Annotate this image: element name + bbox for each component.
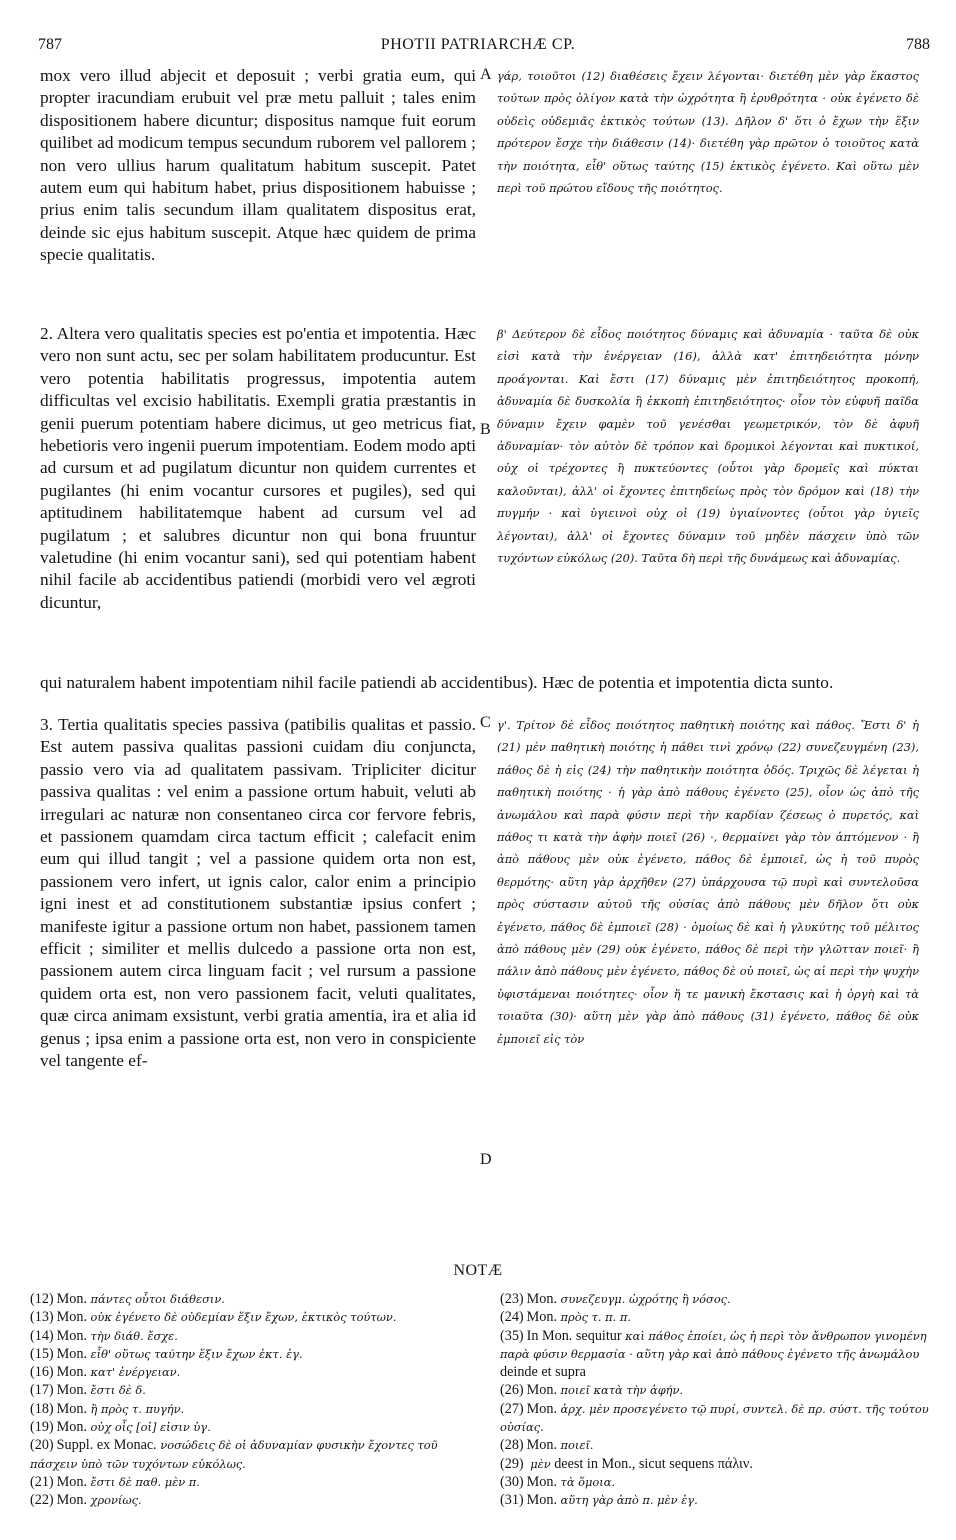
- footnote: (27) Mon. ἀρχ. μὲν προσεγένετο τῷ πυρί, συντελ. δὲ πρ. σύστ. τῆς τούτου οὐσίας.: [500, 1400, 929, 1435]
- greek-paragraph-2: β' Δεύτερον δὲ εἶδος ποιότητος δύναμις καὶ ἀδυναμία · ταῦτα δὲ οὐκ εἰσὶ κατὰ τὴν ἐνέργειαν (16), ἀλλὰ κατ' ἐπιτηδειότητα μόνην προάγονται. Καὶ ἔστι (17) δύναμις μὲν ἐπιτηδειότητος προκοπή, ἀδυναμία δὲ δυσκολία ἢ ἐκκοπὴ ἐπιτηδειότητος· οἷον τὸν εὐφυῆ παῖδα δύναμιν ἔχειν φαμὲν τοῦ γενέσθαι γεωμετρικόν, τὸν δὲ ἀφυῆ ἀδυναμίαν· τὸν αὐτὸν δὲ τρόπον καὶ δρομικοὶ λέγονται καὶ πυκτικοί, οὐχ οἱ τρέχοντες ἢ πυκτεύοντες (οὗτοι γὰρ δρομεῖς καὶ πύκται καλοῦνται), ἀλλ' οἱ ἔχοντες ἐπιτηδείως πρὸς τὸν δρόμον καὶ (18) τὴν πυγμήν · καὶ ὑγιεινοὶ οὐχ οἱ (19) ὑγιαίνοντες (οὗτοι γὰρ ὑγιεῖς λέγονται), ἀλλ' οἱ ἔχοντες δύναμιν τοῦ μηδὲν πάσχειν ὑπὸ τῶν τυχόντων εὐκόλως (20). Ταῦτα δὴ περὶ τῆς δυνάμεως καὶ ἀδυναμίας.: [497, 327, 919, 566]
- footnote: (12) Mon. πάντες οὗτοι διάθεσιν.: [30, 1291, 225, 1307]
- footnote: (13) Mon. οὐκ ἐγένετο δὲ οὐδεμίαν ἕξιν ἔχων, ἑκτικὸς τούτων.: [30, 1309, 397, 1326]
- margin-marker-d: D: [480, 1151, 492, 1168]
- latin-paragraph-2: 2. Altera vero qualitatis species est po'entia et impotentia. Hæc vero non sunt actu, sec per solam habilitatem producuntur. Est vero potentia habilitatis progressus, impotentia autem difficultas vel excisio habilitatis. Exempli gratia præstantis in genii puerum potentiam habere dicimus, ut geo metricus fiat, hebetioris vero ingenii puerum impotentiam. Eodem modo apti ad cursum et ad pugilatum dicuntur non quidem currentes et pugilantes (hi enim vocantur cursores et pugiles), sed qui aptitudinem habilitatemque habent ad cursum vel ad pugilatum ; et salubres dicuntur non qui bona fruuntur valetudine (hi enim vocantur sani), sed qui potentiam habent nihil facile ab accidentibus patiendi (morbidi vero vel ægroti dicuntur,: [40, 324, 476, 612]
- footnote: (28) Mon. ποιεῖ.: [500, 1437, 594, 1454]
- greek-paragraph-3: γ'. Τρίτον δὲ εἶδος ποιότητος παθητικὴ ποιότης καὶ πάθος. Ἔστι δ' ἡ (21) μὲν παθητικὴ ποιότης ἡ πάθει τινὶ χρόνῳ (22) συνεζευγμένη (23), πάθος δὲ ἡ εἰς (24) τὴν παθητικὴν ποιότητα ὁδός. Τριχῶς δὲ λέγεται ἡ παθητικὴ ποιότης · ἡ γὰρ ἀπὸ πάθους ἐγένετο (25), οἷον ὡς ἀπὸ τῆς ἀνωμάλου καὶ παρὰ φύσιν περὶ τὴν καρδίαν ζέσεως ὁ πυρετός, καὶ πάθος τι κατὰ τὴν ἀφὴν ποιεῖ (26) ·, θερμαίνει γὰρ τὸν ἁπτόμενον · ἢ ἀπὸ πάθους μὲν οὐκ ἐγένετο, πάθος δὲ ἐμποιεῖ, ὡς ἡ τοῦ πυρὸς θερμότης· αὕτη γὰρ ἀρχῆθεν (27) ὑπάρχουσα τῷ πυρὶ καὶ συντελοῦσα πρὸς σύστασιν αὐτοῦ τῆς οὐσίας ἀπὸ πάθους μὲν δῆλον ὅτι οὐκ ἐγένετο, πάθος δὲ ἐμποιεῖ (28) · ὁμοίως δὲ καὶ ἡ γλυκύτης τοῦ μέλιτος ἀπὸ πάθους μὲν (29) οὐκ ἐγένετο, πάθος δὲ περὶ τὴν γλῶτταν ποιεῖ· ἢ πάλιν ἀπὸ πάθους μὲν ἐγένετο, πάθος δὲ οὐ ποιεῖ, ὡς αἱ περὶ τὴν ψυχὴν ὑφιστάμεναι ποιότητες· οἷον ἥ τε μανικὴ ἔκστασις καὶ ἡ ὀργὴ καὶ τὰ τοιαῦτα (30)· αὕτη μὲν γὰρ ἀπὸ πάθους (31) ἐγένετο, πάθος δὲ οὐκ ἐμποιεῖ εἰς τὸν: [497, 718, 919, 1046]
- footnote: (20) Suppl. ex Monac. νοσώδεις δὲ οἱ ἀδυναμίαν φυσικὴν ἔχοντες τοῦ πάσχειν ὑπὸ τῶν τυχόντων εὐκόλως.: [30, 1437, 438, 1471]
- latin-paragraph-2-tail: qui naturalem habent impotentiam nihil facile patiendi ab accidentibus). Hæc de potentia et impotentia dicta sunto.: [40, 673, 834, 692]
- notes-column-right: [500, 1290, 930, 1510]
- margin-marker-c: C: [480, 714, 491, 731]
- latin-section-1: [40, 65, 476, 267]
- footnote: (22) Mon. χρονίως.: [30, 1492, 142, 1509]
- footnote: (18) Mon. ἢ πρὸς τ. πυγήν.: [30, 1400, 185, 1417]
- notes-column-left: [30, 1290, 475, 1510]
- footnote: (17) Mon. ἔστι δὲ δ.: [30, 1382, 146, 1399]
- footnote: (23) Mon. συνεζευγμ. ὠχρότης ἢ νόσος.: [500, 1291, 731, 1307]
- footnote: (30) Mon. τὰ ὅμοια.: [500, 1473, 616, 1490]
- latin-paragraph-1: mox vero illud abjecit et deposuit ; verbi gratia eum, qui propter iracundiam erubuit vel præ metu palluit ; tales enim dispositionem habere dicuntur; dispositus namque fuit eorum quilibet ad modicum tempus secundum ruborem vel pallorem ; non vero ullius harum qualitatum habitum suscepit. Patet autem eum qui habitum habet, prius dispositionem habuisse ; prius enim talis secundum illam qualitatem dispositus erat, deinde sic ejus habitum suscepit. Atque hæc quidem de prima specie qualitatis.: [40, 66, 476, 265]
- footnote: (21) Mon. ἔστι δὲ παθ. μὲν π.: [30, 1473, 200, 1490]
- footnote: (16) Mon. κατ' ἐνέργειαν.: [30, 1364, 181, 1381]
- latin-section-2-continuation: [40, 672, 920, 694]
- footnote: (19) Mon. οὐχ οἷς [οἱ] εἰσιν ὑγ.: [30, 1419, 211, 1436]
- latin-paragraph-3: 3. Tertia qualitatis species passiva (patibilis qualitas et passio. Est autem passiva qualitas passioni cuidam diu conjuncta, passio vero via ad qualitatem passivam. Tripliciter dicitur passiva qualitas : vel enim a passione ortum habuit, veluti ab irregulari ac naturæ non consentaneo circa cor fervore febris, et passionem quamdam circa tactum efficit ; calefacit enim eum qui illud tangit ; vel a passione quidem orta non est, passionem vero infert, ut ignis calor, calor enim a principio igni inest et ad constitutionem substantiæ ipsius confert ; manifeste igitur a passione ortum non habet, passionem tamen efficit ; similiter et mellis dulcedo a passione orta non est, passionem autem circa linguam facit ; vel rursum a passione quidem orta est, non vero passionem facit, veluti qualitates, quæ circa animam exsistunt, verbi gratia amentia, ira et alia id genus ; ipsa enim a passione orta est, non vero in conspiciente vel tangente ef-: [40, 715, 476, 1071]
- running-header: [0, 36, 956, 62]
- footnote: (29) μὲν deest in Mon., sicut sequens πάλιν.: [500, 1455, 753, 1472]
- page-number-left: 787: [38, 36, 62, 53]
- margin-marker-b: B: [480, 421, 491, 438]
- latin-section-3: [40, 714, 476, 1073]
- footnote: (26) Mon. ποιεῖ κατὰ τὴν ἀφήν.: [500, 1382, 684, 1399]
- running-title: PHOTII PATRIARCHÆ CP.: [380, 36, 576, 53]
- notes-heading: NOTÆ: [453, 1262, 503, 1279]
- latin-section-2: [40, 323, 476, 614]
- greek-section-2: [497, 323, 919, 569]
- footnote: (31) Mon. αὕτη γὰρ ἀπὸ π. μὲν ἐγ.: [500, 1492, 698, 1509]
- footnote: (24) Mon. πρὸς τ. π. π.: [500, 1309, 631, 1326]
- footnote: (15) Mon. εἶθ' οὕτως ταύτην ἕξιν ἔχων ἐκτ. ἐγ.: [30, 1345, 303, 1362]
- footnote: (14) Mon. τὴν διάθ. ἔσχε.: [30, 1327, 178, 1344]
- greek-section-3: [497, 714, 919, 1050]
- margin-marker-a: A: [480, 66, 492, 83]
- greek-section-1: [497, 65, 919, 199]
- greek-paragraph-1: γάρ, τοιοῦτοι (12) διαθέσεις ἔχειν λέγονται· διετέθη μὲν γὰρ ἕκαστος τούτων πρὸς ὀλίγον κατὰ τὴν ὠχρότητα ἢ ἐρυθρότητα · οὐκ ἐγένετο δὲ οὐδεὶς οὐδεμιᾶς ἑκτικὸς τούτων (13). Δῆλον δ' ὅτι ὁ ἔχων τὴν ἕξιν πρότερον ἔσχε τὴν διάθεσιν (14)· διετέθη γὰρ πρῶτον ὁ τοιοῦτος κατὰ τὴν ποιότητα, εἶθ' οὕτως ταύτης (15) ἑκτικὸς ἐγένετο. Καὶ οὕτω μὲν περὶ τοῦ πρώτου εἴδους τῆς ποιότητος.: [497, 69, 919, 196]
- page-number-right: 788: [906, 36, 930, 53]
- footnote: (35) In Mon. sequitur καὶ πάθος ἐποίει, ὡς ἡ περὶ τὸν ἄνθρωπον γινομένη παρὰ φύσιν θερμασία · αὕτη γὰρ καὶ ἀπὸ πάθους ἐγένετο τῆς ἀνωμάλου deinde et supra: [500, 1327, 927, 1381]
